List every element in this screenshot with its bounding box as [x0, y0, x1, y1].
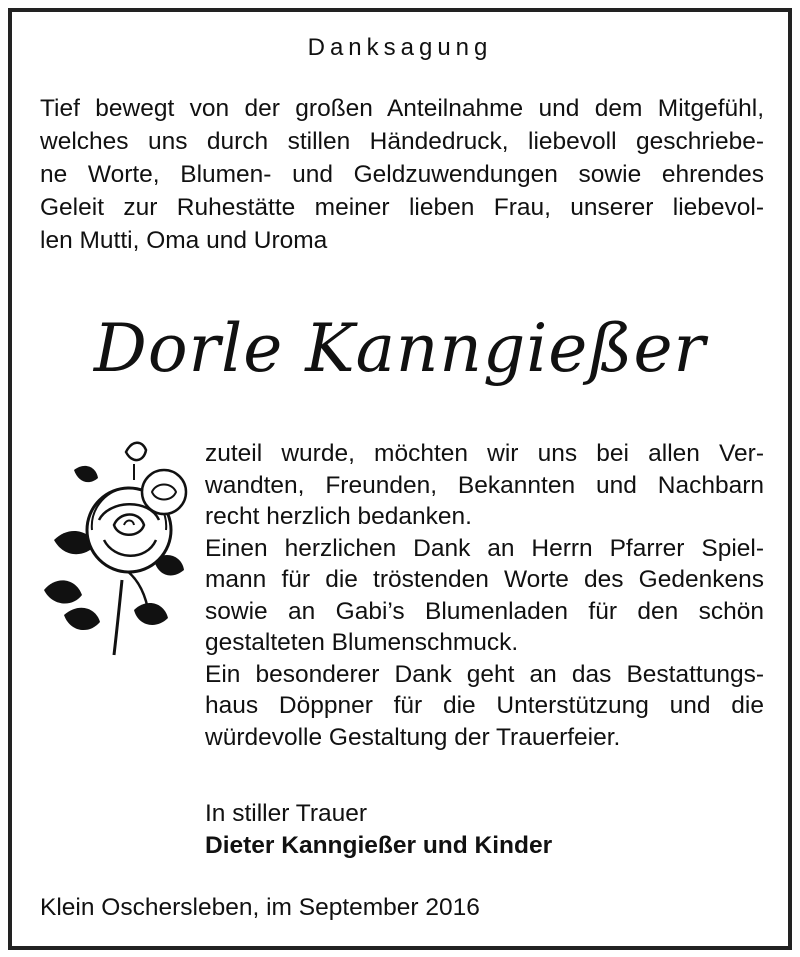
intro-line: Tief bewegt von der großen Anteilnahme und dem Mitgefühl,	[40, 95, 764, 122]
intro-line: welches uns durch stillen Händedruck, liebevoll geschriebe-	[40, 128, 764, 155]
intro-line: ne Worte, Blumen- und Geldzuwendungen sowie ehrendes	[40, 161, 764, 188]
place-date: Klein Oschersleben, im September 2016	[40, 894, 480, 921]
body-text	[205, 438, 764, 753]
body-line: Ein besonderer Dank geht an das Bestattungs-	[205, 660, 764, 688]
body-line: sowie an Gabi’s Blumenladen für den schön	[205, 597, 764, 625]
signature-block	[205, 798, 764, 861]
body-line: Einen herzlichen Dank an Herrn Pfarrer Spiel-	[205, 534, 764, 562]
body-line: haus Döppner für die Unterstützung und die	[205, 692, 764, 719]
body-line: zuteil wurde, möchten wir uns bei allen Ver-	[205, 440, 764, 467]
intro-text	[40, 92, 764, 257]
intro-line: Geleit zur Ruhestätte meiner lieben Frau, unserer liebevol-	[40, 194, 764, 221]
notice-title: Danksagung	[307, 34, 493, 61]
deceased-name: Dorle Kanngießer	[93, 310, 707, 387]
rose-icon	[34, 430, 194, 662]
signatories: Dieter Kanngießer und Kinder	[205, 831, 553, 859]
body-line: recht herzlich bedanken.	[205, 503, 472, 530]
body-line: würdevolle Gestaltung der Trauerfeier.	[205, 723, 621, 751]
body-line: wandten, Freunden, Bekannten und Nachbarn	[205, 471, 764, 499]
obituary-notice	[8, 8, 792, 950]
closing-text: In stiller Trauer	[205, 800, 368, 827]
body-line: gestalteten Blumenschmuck.	[205, 629, 519, 656]
body-line: mann für die tröstenden Worte des Gedenkens	[205, 566, 764, 593]
intro-line: len Mutti, Oma und Uroma	[40, 227, 328, 254]
